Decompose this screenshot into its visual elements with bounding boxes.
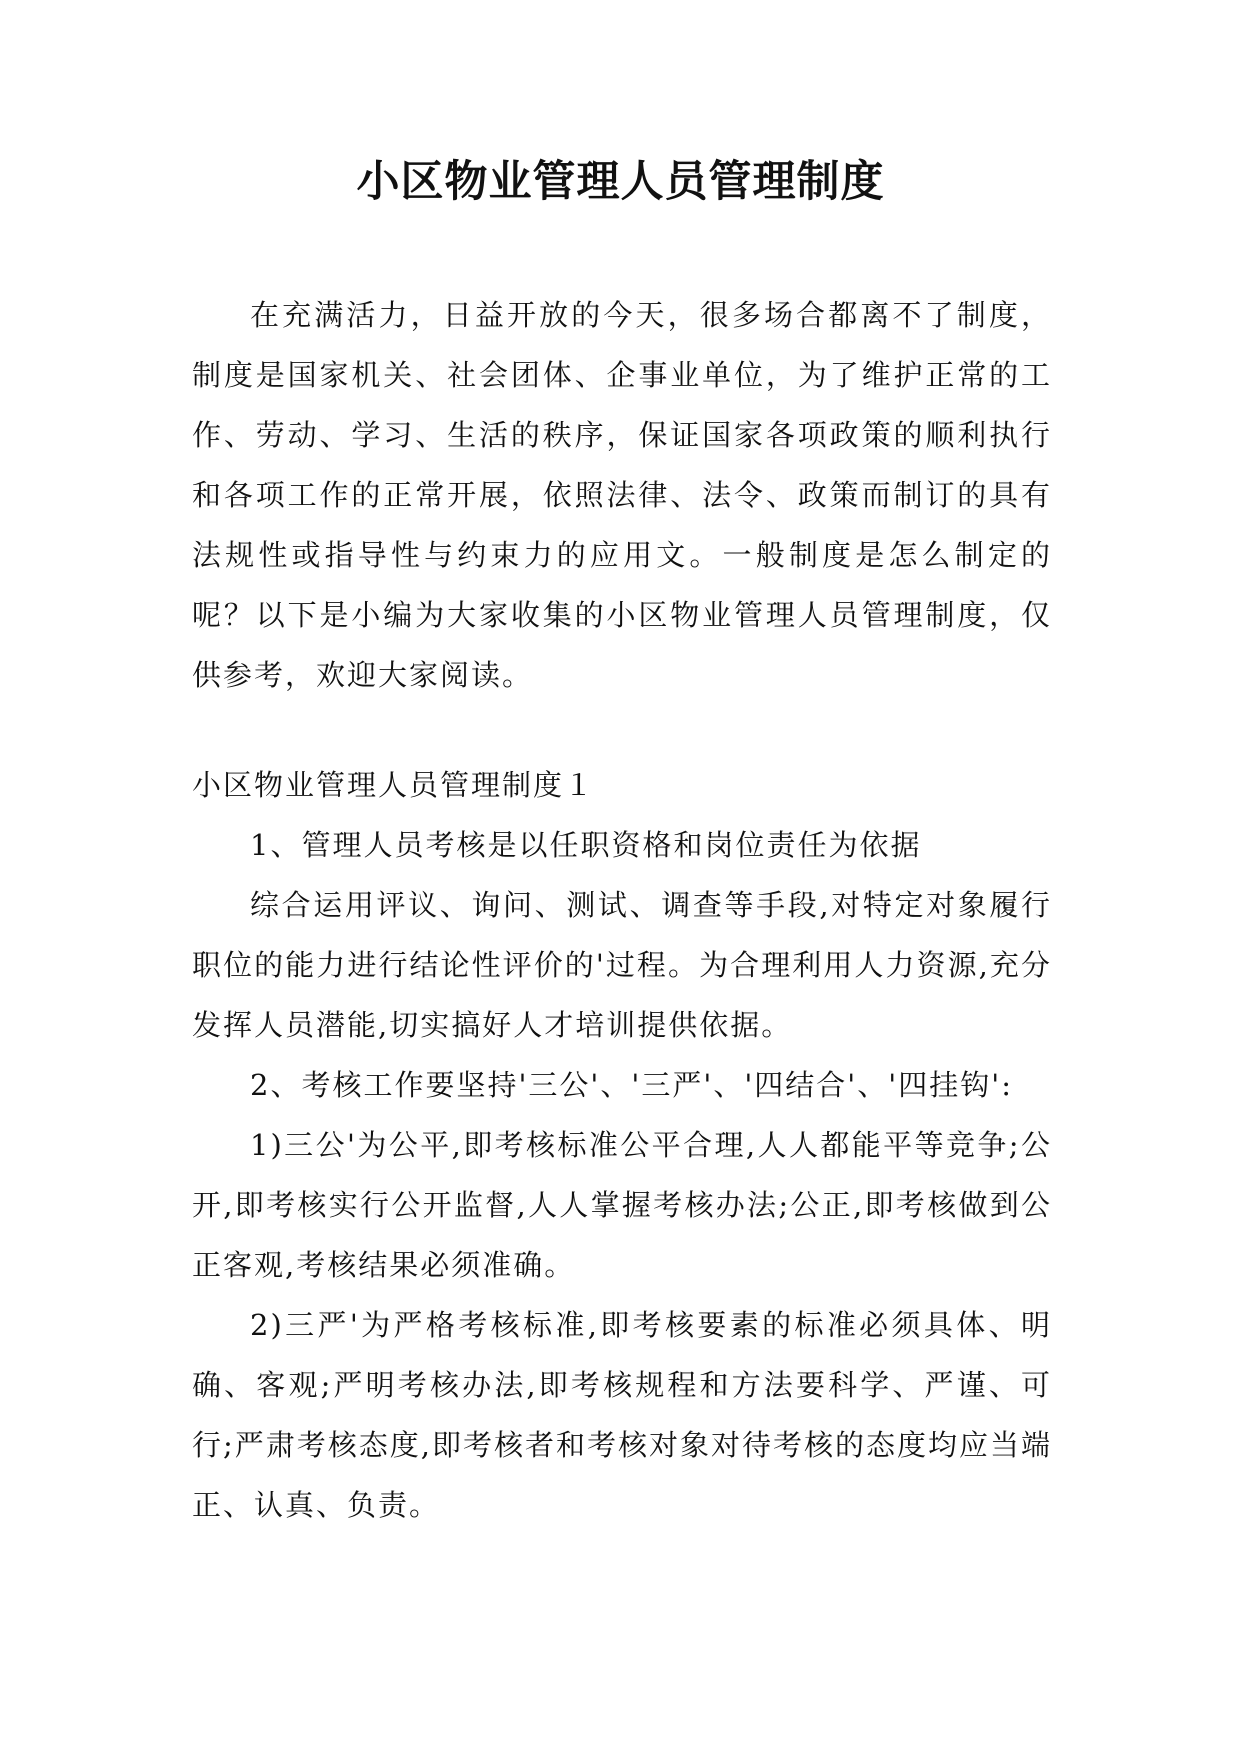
body-paragraph: 1)三公'为公平,即考核标准公平合理,人人都能平等竞争;公开,即考核实行公开监督,人人掌握考核办法;公正,即考核做到公正客观,考核结果必须准确。 (192, 1128, 1052, 1282)
body-paragraph: 综合运用评议、询问、测试、调查等手段,对特定对象履行职位的能力进行结论性评价的'过程。为合理利用人力资源,充分发挥人员潜能,切实搞好人才培训提供依据。 (192, 888, 1052, 1042)
section-heading: 小区物业管理人员管理制度１ (192, 768, 596, 802)
body-paragraph: 1、管理人员考核是以任职资格和岗位责任为依据 (250, 828, 922, 862)
body-paragraph: 2、考核工作要坚持'三公'、'三严'、'四结合'、'四挂钩': (250, 1068, 1013, 1102)
body-paragraph: 2)三严'为严格考核标准,即考核要素的标准必须具体、明确、客观;严明考核办法,即考核规程和方法要科学、严谨、可行;严肃考核态度,即考核者和考核对象对待考核的态度均应当端正、认真、负责。 (192, 1308, 1052, 1522)
intro-paragraph: 在充满活力，日益开放的今天，很多场合都离不了制度，制度是国家机关、社会团体、企事业单位，为了维护正常的工作、劳动、学习、生活的秩序，保证国家各项政策的顺利执行和各项工作的正常开展，依照法律、法令、政策而制订的具有法规性或指导性与约束力的应用文。一般制度是怎么制定的呢？以下是小编为大家收集的小区物业管理人员管理制度，仅供参考，欢迎大家阅读。 (192, 298, 1052, 692)
document-body (192, 285, 1052, 1535)
document-title: 小区物业管理人员管理制度 (356, 157, 885, 207)
